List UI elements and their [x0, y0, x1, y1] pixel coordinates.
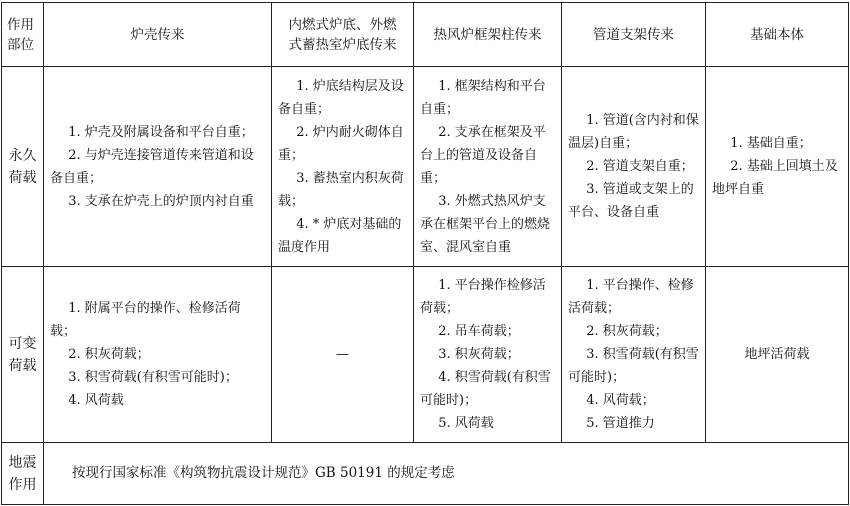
list-item: 2. 积灰荷载；	[68, 347, 150, 362]
list-item: 2. 管道支架自重；	[586, 159, 694, 174]
list-item: 2. 积灰荷载；	[586, 324, 668, 339]
list-item: 4. * 炉底对基础的温度作用	[278, 216, 402, 255]
permanent-foundation-list	[712, 132, 842, 201]
variable-shell-cell	[44, 267, 272, 443]
list-item: 1. 炉壳及附属设备和平台自重；	[68, 124, 254, 140]
list-item: 2. 与炉壳连接管道传来管道和设备自重；	[50, 147, 254, 186]
list-item: 1. 基础自重；	[730, 136, 812, 151]
list-item: 2. 基础上回填土及地坪自重	[712, 159, 838, 197]
header-bottom: 内燃式炉底、外燃式蓄热室炉底传来	[272, 3, 414, 67]
seismic-row	[2, 443, 849, 505]
variable-frame-list	[420, 274, 555, 435]
list-item: 4. 积雪荷载(有积雪可能时)；	[420, 370, 551, 408]
permanent-bottom-list	[278, 75, 407, 259]
header-foundation: 基础本体	[706, 3, 849, 67]
variable-foundation-cell: 地坪活荷载	[706, 267, 849, 443]
list-item: 5. 管道推力	[586, 416, 655, 431]
list-item: 2. 吊车荷载；	[438, 324, 520, 339]
permanent-pipe-list	[568, 109, 699, 224]
list-item: 3. 蓄热室内积灰荷载；	[278, 170, 404, 209]
permanent-shell-list	[50, 121, 265, 213]
list-item: 1. 附属平台的操作、检修活荷载；	[50, 301, 241, 339]
header-corner: 作用部位	[2, 3, 44, 67]
header-frame: 热风炉框架柱传来	[414, 3, 562, 67]
list-item: 1. 炉底结构层及设备自重；	[278, 78, 404, 117]
variable-pipe-cell	[562, 267, 706, 443]
header-shell: 炉壳传来	[44, 3, 272, 67]
list-item: 3. 积灰荷载；	[438, 347, 520, 362]
variable-shell-list	[50, 297, 265, 412]
variable-frame-cell	[414, 267, 562, 443]
row-label-variable: 可变荷载	[2, 267, 44, 443]
list-item: 4. 风荷载；	[586, 393, 655, 408]
permanent-frame-list	[420, 75, 555, 259]
header-pipe: 管道支架传来	[562, 3, 706, 67]
header-row	[2, 3, 849, 67]
permanent-row	[2, 67, 849, 267]
seismic-note: 按现行国家标准《构筑物抗震设计规范》GB 50191 的规定考虑	[44, 443, 849, 505]
list-item: 3. 外燃式热风炉支承在框架平台上的燃烧室、混风室自重	[420, 193, 551, 255]
variable-bottom-cell: —	[272, 267, 414, 443]
list-item: 3. 积雪荷载(有积雪可能时)；	[68, 370, 238, 385]
variable-pipe-list	[568, 274, 699, 435]
list-item: 3. 支承在炉壳上的炉顶内衬自重	[68, 193, 254, 209]
list-item: 2. 支承在框架及平台上的管道及设备自重；	[420, 124, 546, 186]
variable-row	[2, 267, 849, 443]
permanent-bottom-cell	[272, 67, 414, 267]
permanent-pipe-cell	[562, 67, 706, 267]
permanent-shell-cell	[44, 67, 272, 267]
permanent-frame-cell	[414, 67, 562, 267]
load-table	[1, 2, 849, 505]
list-item: 1. 管道(含内衬和保温层)自重；	[568, 113, 699, 151]
list-item: 1. 平台操作、检修活荷载；	[568, 278, 694, 316]
list-item: 3. 积雪荷载(有积雪可能时)；	[568, 347, 699, 385]
list-item: 5. 风荷载	[438, 416, 494, 431]
list-item: 1. 框架结构和平台自重；	[420, 78, 546, 117]
row-label-seismic: 地震作用	[2, 443, 44, 505]
list-item: 4. 风荷载	[68, 393, 124, 408]
permanent-foundation-cell	[706, 67, 849, 267]
list-item: 1. 平台操作检修活荷载；	[420, 278, 546, 316]
list-item: 2. 炉内耐火砌体自重；	[278, 124, 404, 163]
list-item: 3. 管道或支架上的平台、设备自重	[568, 182, 694, 220]
row-label-permanent: 永久荷载	[2, 67, 44, 267]
